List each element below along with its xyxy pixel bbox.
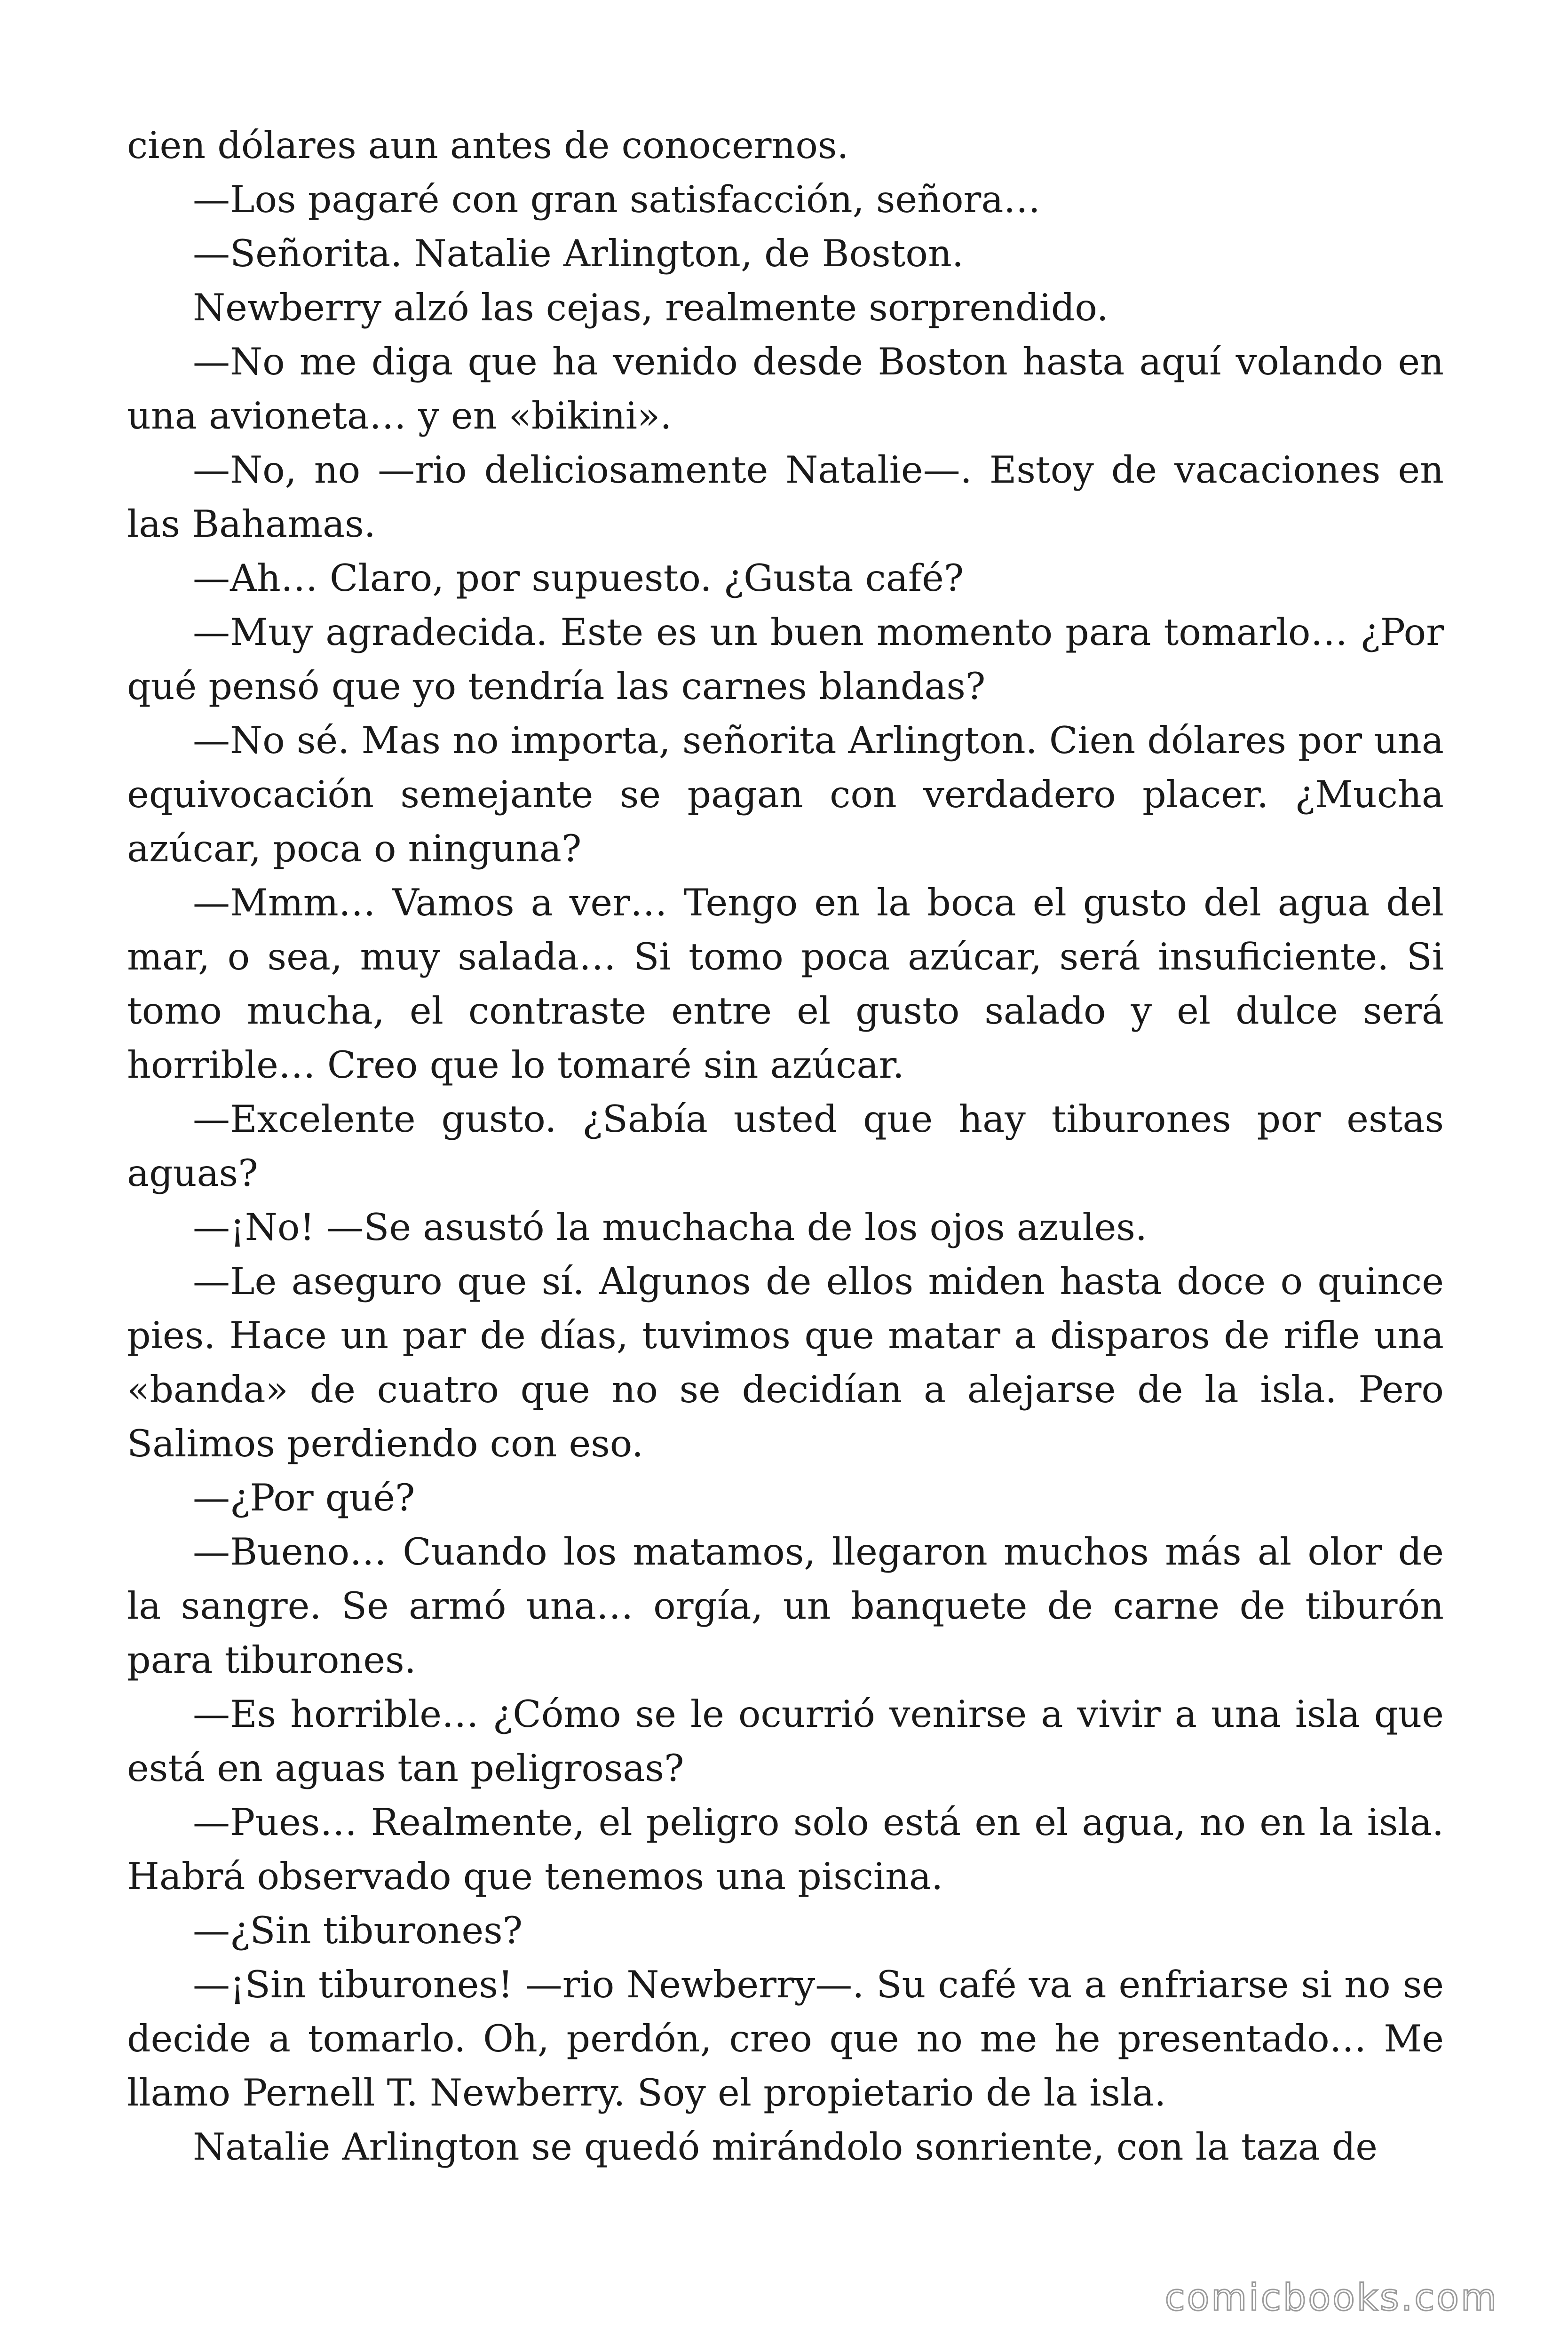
paragraph: —Señorita. Natalie Arlington, de Boston. <box>193 232 964 275</box>
paragraph: —No me diga que ha venido desde Boston hasta aquí volando en una avioneta… y en «bikini». <box>127 340 1444 437</box>
paragraph: —¡No! —Se asustó la muchacha de los ojos azules. <box>193 1206 1148 1249</box>
watermark: comicbooks.com <box>1164 2277 1498 2319</box>
paragraph: —Mmm… Vamos a ver… Tengo en la boca el gusto del agua del mar, o sea, muy salada… Si tomo poca azúcar, será insuficiente. Si tomo mucha, el contraste entre el gusto salado y el dulce será horrible… Creo que lo tomaré sin azúcar. <box>127 881 1444 1087</box>
paragraph: —Pues… Realmente, el peligro solo está en el agua, no en la isla. Habrá observado que tenemos una piscina. <box>127 1801 1444 1898</box>
paragraph: —¿Sin tiburones? <box>193 1909 523 1952</box>
paragraph: —No, no —rio deliciosamente Natalie—. Estoy de vacaciones en las Bahamas. <box>127 448 1444 546</box>
paragraph: —Ah… Claro, por supuesto. ¿Gusta café? <box>193 556 964 600</box>
paragraph: —Los pagaré con gran satisfacción, señora… <box>193 178 1041 221</box>
paragraph: —Excelente gusto. ¿Sabía usted que hay tiburones por estas aguas? <box>127 1097 1444 1195</box>
paragraph: Newberry alzó las cejas, realmente sorprendido. <box>193 286 1109 329</box>
paragraph: —Es horrible… ¿Cómo se le ocurrió venirse a vivir a una isla que está en aguas tan peligrosas? <box>127 1692 1444 1790</box>
paragraph: —Bueno… Cuando los matamos, llegaron muchos más al olor de la sangre. Se armó una… orgía, un banquete de carne de tiburón para tiburones. <box>127 1530 1444 1682</box>
paragraph: —No sé. Mas no importa, señorita Arlington. Cien dólares por una equivocación semejante se pagan con verdadero placer. ¿Mucha azúcar, poca o ninguna? <box>127 719 1444 870</box>
paragraph: —¡Sin tiburones! —rio Newberry—. Su café va a enfriarse si no se decide a tomarlo. Oh, perdón, creo que no me he presentado… Me llamo Pernell T. Newberry. Soy el propietario de la isla. <box>127 1963 1444 2114</box>
paragraph: —¿Por qué? <box>193 1476 415 1519</box>
paragraph: —Le aseguro que sí. Algunos de ellos miden hasta doce o quince pies. Hace un par de días, tuvimos que matar a disparos de rifle una «banda» de cuatro que no se decidían a alejarse de la isla. Pero Salimos perdiendo con eso. <box>127 1260 1444 1465</box>
paragraph: Natalie Arlington se quedó mirándolo sonriente, con la taza de <box>193 2125 1378 2169</box>
paragraph: —Muy agradecida. Este es un buen momento para tomarlo… ¿Por qué pensó que yo tendría las carnes blandas? <box>127 611 1444 708</box>
paragraph: cien dólares aun antes de conocernos. <box>127 124 849 167</box>
page-body <box>127 119 1444 2174</box>
